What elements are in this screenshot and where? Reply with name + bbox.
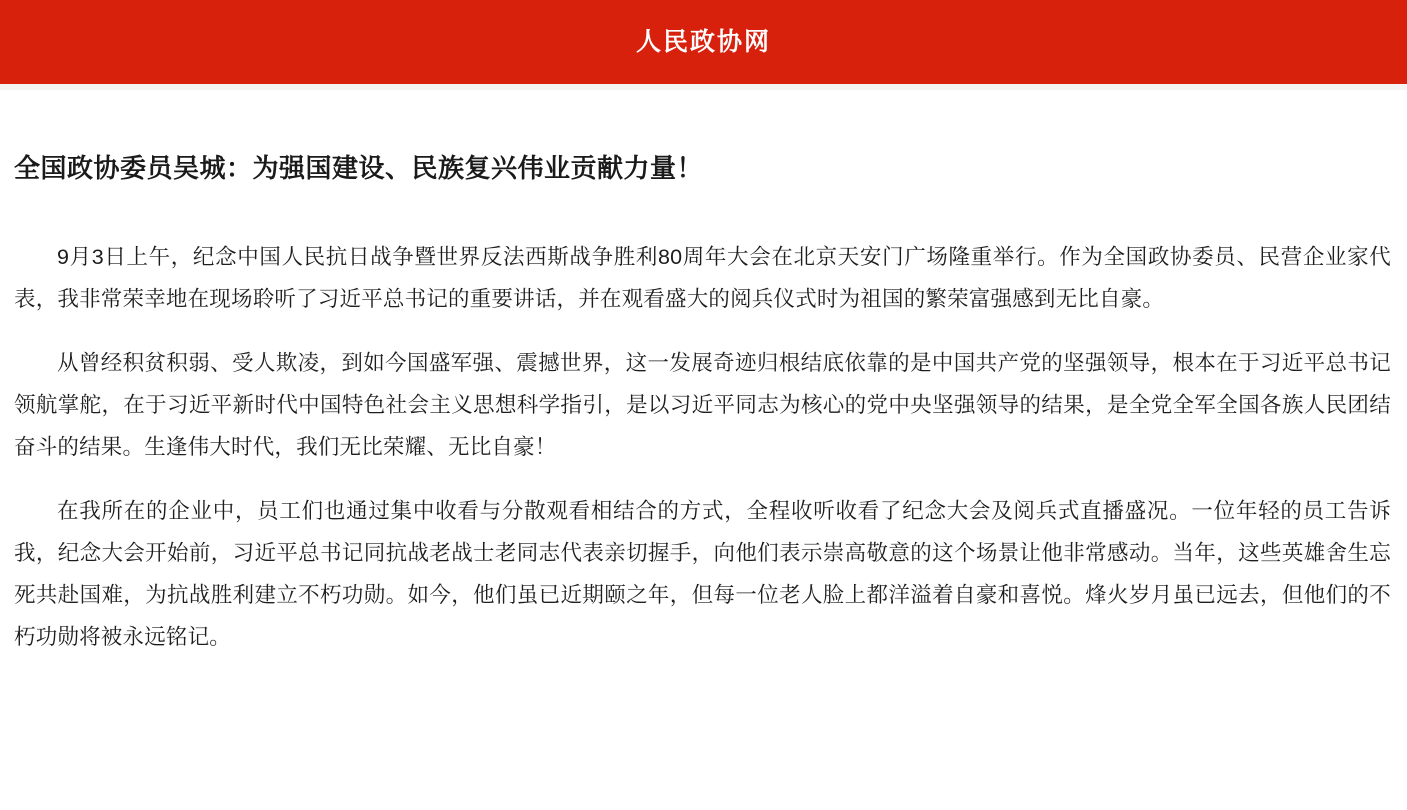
article-paragraph: 在我所在的企业中，员工们也通过集中收看与分散观看相结合的方式，全程收听收看了纪念大会及阅兵式直播盛况。一位年轻的员工告诉我，纪念大会开始前，习近平总书记同抗战老战士老同志代表亲切握手，向他们表示崇高敬意的这个场景让他非常感动。当年，这些英雄舍生忘死共赴国难，为抗战胜利建立不朽功勋。如今，他们虽已近期颐之年，但每一位老人脸上都洋溢着自豪和喜悦。烽火岁月虽已远去，但他们的不朽功勋将被永远铭记。	[14, 498, 1391, 649]
article-paragraph: 9月3日上午，纪念中国人民抗日战争暨世界反法西斯战争胜利80周年大会在北京天安门广场隆重举行。作为全国政协委员、民营企业家代表，我非常荣幸地在现场聆听了习近平总书记的重要讲话，并在观看盛大的阅兵仪式时为祖国的繁荣富强感到无比自豪。	[14, 244, 1391, 311]
page-title: 全国政协委员吴城：为强国建设、民族复兴伟业贡献力量！	[14, 153, 704, 183]
site-header	[0, 0, 1407, 84]
article-paragraph: 从曾经积贫积弱、受人欺凌，到如今国盛军强、震撼世界，这一发展奇迹归根结底依靠的是中国共产党的坚强领导，根本在于习近平总书记领航掌舵，在于习近平新时代中国特色社会主义思想科学指引，是以习近平同志为核心的党中央坚强领导的结果，是全党全军全国各族人民团结奋斗的结果。生逢伟大时代，我们无比荣耀、无比自豪！	[14, 350, 1391, 459]
article-body	[10, 186, 1397, 658]
article-content	[0, 90, 1407, 658]
site-title: 人民政协网	[635, 27, 771, 56]
